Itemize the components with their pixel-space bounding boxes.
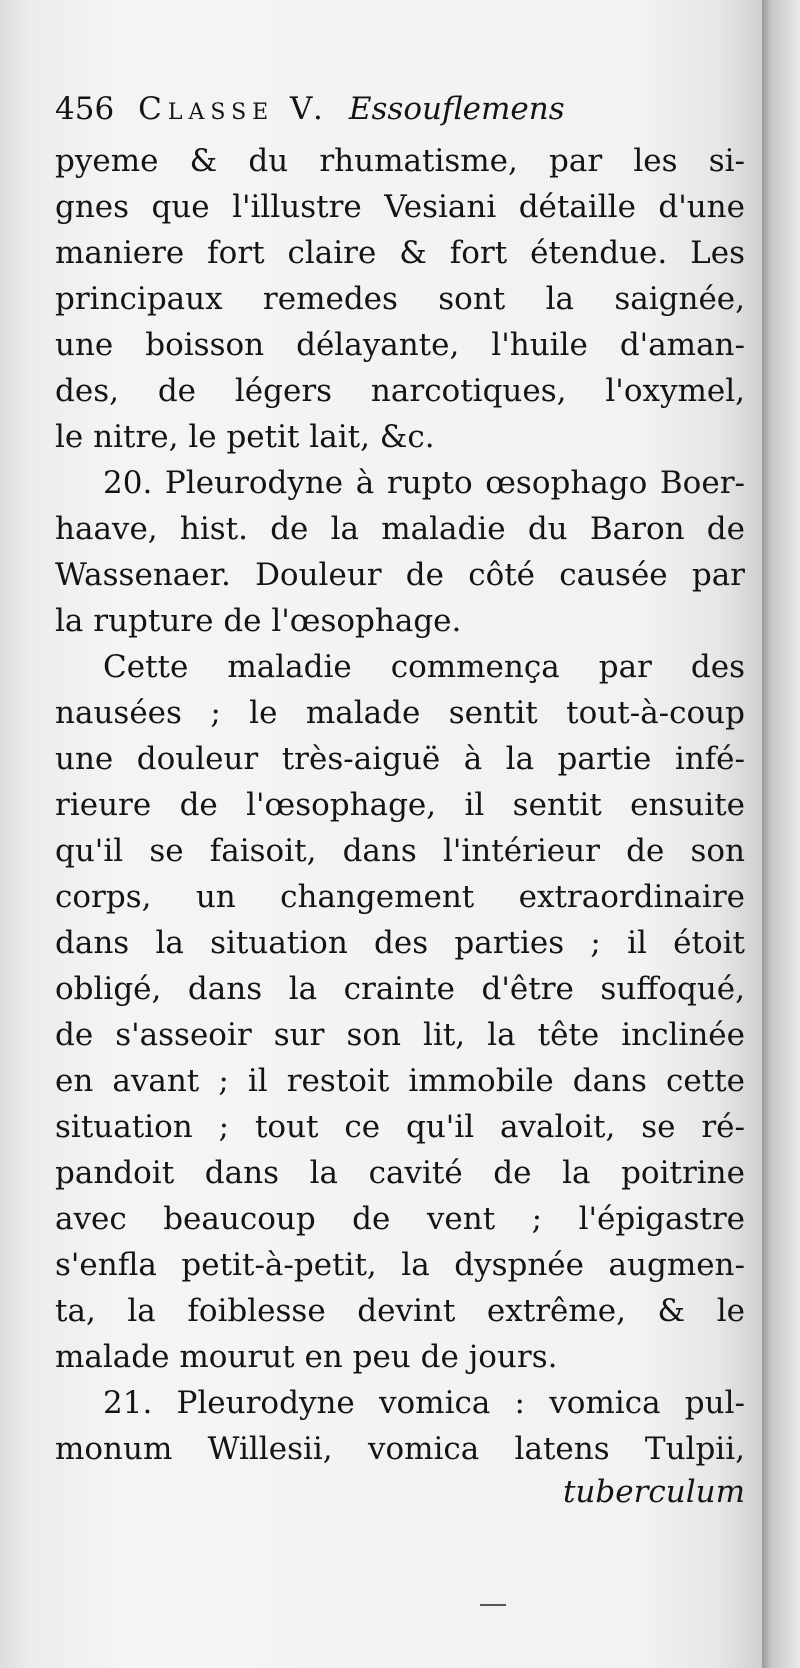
catchword: tuberculum [562,1474,745,1510]
text-line: maniere fort claire & fort étendue. Les [55,235,745,271]
text-line: s'enfla petit-à-petit, la dyspnée augmen- [55,1247,745,1283]
text-line: haave, hist. de la maladie du Baron de [55,511,745,547]
text-line: de s'asseoir sur son lit, la tête inclinée [55,1017,745,1053]
text-line: pyeme & du rhumatisme, par les si- [55,143,745,179]
text-line: le nitre, le petit lait, &c. [55,419,435,455]
text-line: situation ; tout ce qu'il avaloit, se ré- [55,1109,745,1145]
text-line: obligé, dans la crainte d'être suffoqué, [55,971,745,1007]
text-line: la rupture de l'œsophage. [55,603,462,639]
section-title: Essouflemens [348,91,565,127]
paragraph-line: Cette maladie commença par des [103,649,745,685]
text-line: principaux remedes sont la saignée, [55,281,745,317]
text-line: corps, un changement extraordinaire [55,879,745,915]
text-line: pandoit dans la cavité de la poitrine [55,1155,745,1191]
page-text [55,86,745,1512]
text-line: une boisson délayante, l'huile d'aman- [55,327,745,363]
text-line: gnes que l'illustre Vesiani détaille d'une [55,189,745,225]
running-header [55,86,745,138]
entry-line: 21. Pleurodyne vomica : vomica pul- [103,1385,745,1421]
binding-gutter [762,0,800,1668]
text-line: en avant ; il restoit immobile dans cette [55,1063,745,1099]
text-line: Wassenaer. Douleur de côté causée par [55,557,745,593]
class-label: Classe V. [138,91,329,127]
text-line: ta, la foiblesse devint extrême, & le [55,1293,745,1329]
text-line: avec beaucoup de vent ; l'épigastre [55,1201,745,1237]
text-line: rieure de l'œsophage, il sentit ensuite [55,787,745,823]
page-number: 456 [55,91,115,127]
entry-line: 20. Pleurodyne à rupto œsophago Boer- [103,465,745,501]
text-line: monum Willesii, vomica latens Tulpii, [55,1431,745,1467]
signature-mark [480,1604,506,1606]
text-line: malade mourut en peu de jours. [55,1339,558,1375]
text-line: qu'il se faisoit, dans l'intérieur de son [55,833,745,869]
text-line: des, de légers narcotiques, l'oxymel, [55,373,745,409]
text-line: une douleur très-aiguë à la partie infé- [55,741,745,777]
text-line: dans la situation des parties ; il étoit [55,925,745,961]
text-line: nausées ; le malade sentit tout-à-coup [55,695,745,731]
